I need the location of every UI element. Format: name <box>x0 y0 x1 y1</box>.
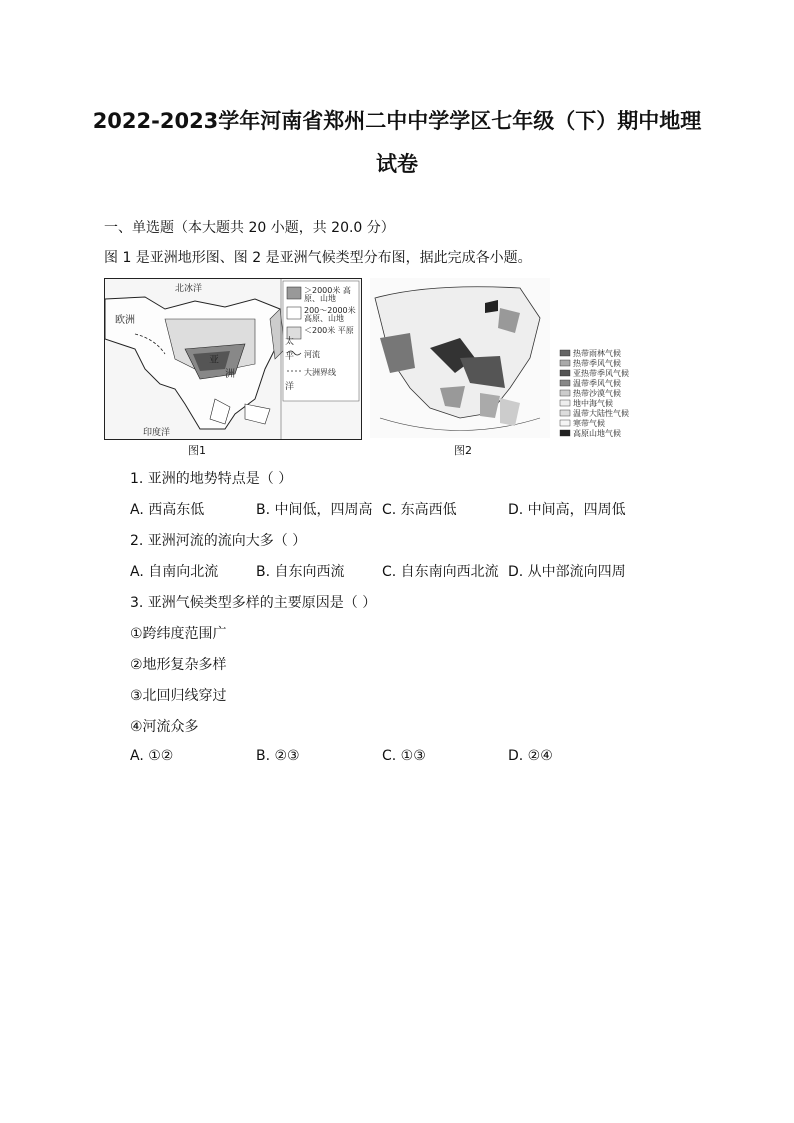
label-pacific-1: 太 <box>285 337 295 347</box>
climate-legend-8: 寒带气候 <box>573 419 605 428</box>
label-arctic-ocean: 北冰洋 <box>175 284 203 294</box>
section-heading: 一、单选题（本大题共 20 小题，共 20.0 分） <box>104 220 395 236</box>
terrain-map-graphic <box>105 279 361 439</box>
label-pacific-3: 洋 <box>285 382 295 392</box>
document-title <box>60 100 734 186</box>
intro-text: 图 1 是亚洲地形图、图 2 是亚洲气候类型分布图，据此完成各小题。 <box>104 250 532 266</box>
q3-statement-4: ④河流众多 <box>130 719 199 735</box>
label-indian-ocean: 印度洋 <box>143 428 171 438</box>
label-pacific-2: 平 <box>285 352 295 362</box>
climate-legend-6: 地中海气候 <box>573 399 613 408</box>
q3-statement-2: ②地形复杂多样 <box>130 657 227 673</box>
label-europe: 欧洲 <box>115 315 135 326</box>
climate-legend-1: 热带雨林气候 <box>573 349 621 358</box>
q1-option-b[interactable]: B. 中间低，四周高 <box>256 502 373 518</box>
climate-legend-9: 高原山地气候 <box>573 429 621 438</box>
q3-statement-3: ③北回归线穿过 <box>130 688 227 704</box>
title-line-2: 试卷 <box>376 152 418 176</box>
q3-option-c[interactable]: C. ①③ <box>382 748 426 764</box>
q3-option-b[interactable]: B. ②③ <box>256 748 300 764</box>
terrain-legend-1: ＞2000米 高原、山地 <box>304 286 351 303</box>
question-3: 3. 亚洲气候类型多样的主要原因是（ ） <box>130 595 377 611</box>
q2-option-c[interactable]: C. 自东南向西北流 <box>382 564 499 580</box>
terrain-legend-2: 200～2000米 高原、山地 <box>304 306 356 323</box>
q3-option-d[interactable]: D. ②④ <box>508 748 553 764</box>
figure-1-caption: 图1 <box>188 444 206 457</box>
climate-legend-swatches <box>560 350 570 436</box>
q1-option-c[interactable]: C. 东高西低 <box>382 502 457 518</box>
q3-option-a[interactable]: A. ①② <box>130 748 174 764</box>
q1-option-a[interactable]: A. 西高东低 <box>130 502 205 518</box>
terrain-legend-3: ＜200米 平原 <box>304 326 354 335</box>
q2-option-d[interactable]: D. 从中部流向四周 <box>508 564 626 580</box>
q2-option-b[interactable]: B. 自东向西流 <box>256 564 345 580</box>
label-asia-2: 洲 <box>225 369 235 380</box>
asia-terrain-map <box>104 278 362 440</box>
figure-2-caption: 图2 <box>454 444 472 457</box>
climate-legend-5: 热带沙漠气候 <box>573 389 621 398</box>
terrain-legend-5: 大洲界线 <box>304 368 336 377</box>
label-asia-1: 亚 <box>209 355 219 366</box>
asia-climate-map <box>370 278 640 438</box>
question-2: 2. 亚洲河流的流向大多（ ） <box>130 533 307 549</box>
question-1: 1. 亚洲的地势特点是（ ） <box>130 471 293 487</box>
climate-legend-3: 亚热带季风气候 <box>573 369 629 378</box>
q3-statement-1: ①跨纬度范围广 <box>130 626 227 642</box>
terrain-legend-4: 河流 <box>304 350 320 359</box>
title-line-1: 2022-2023学年河南省郑州二中中学学区七年级（下）期中地理 <box>92 109 702 133</box>
climate-legend-7: 温带大陆性气候 <box>573 409 629 418</box>
q1-option-d[interactable]: D. 中间高，四周低 <box>508 502 626 518</box>
climate-legend-2: 热带季风气候 <box>573 359 621 368</box>
q2-option-a[interactable]: A. 自南向北流 <box>130 564 219 580</box>
climate-legend-4: 温带季风气候 <box>573 379 621 388</box>
